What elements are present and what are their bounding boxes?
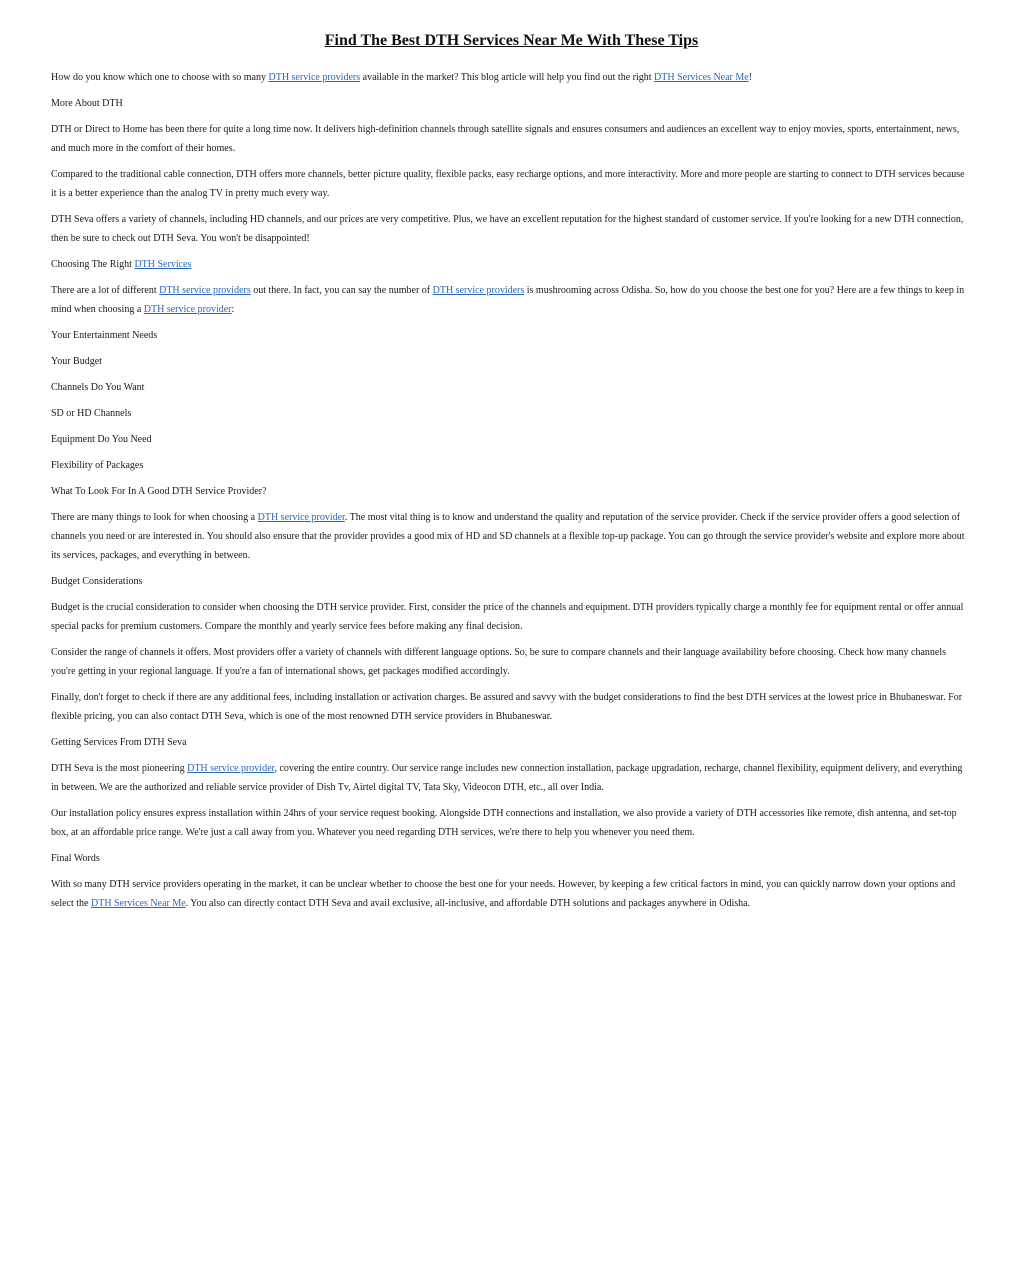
choosing-text: Choosing The Right bbox=[51, 259, 135, 270]
many-things-text-2: . The most vital thing is to know and understand the quality and reputation of the service provider. Check if the service provider offers a good selection of channels you need or are interested in. You should also ensure that the provider provides a good mix of HD and SD channels at a flexible top-up package. You can go through the service provider's website and explore more about its services, packages, and everything in between. bbox=[51, 512, 965, 561]
pioneering-text-2: , covering the entire country. Our service range includes new connection installation, package upgradation, recharge, channel flexibility, equipment delivery, and everything in between. We are the authorized and reliable service provider of Dish Tv, Airtel digital TV, Tata Sky, Videocon DTH, etc., all over India. bbox=[51, 763, 963, 793]
heading-choosing-the-right bbox=[51, 255, 971, 274]
dth-service-provider-link[interactable]: DTH service provider bbox=[143, 304, 232, 315]
dth-services-near-me-link[interactable]: DTH Services Near Me bbox=[654, 72, 749, 83]
list-item-equipment: Equipment Do You Need bbox=[51, 434, 152, 445]
dth-service-provider-link[interactable]: DTH service provider bbox=[257, 512, 345, 523]
lot-text-3: is mushrooming across Odisha. So, how do you choose the best one for you? Here are a few things to keep in mind when choosing a bbox=[51, 285, 965, 315]
heading-what-to-look-for: What To Look For In A Good DTH Service Provider? bbox=[51, 486, 267, 497]
final-text-2: . You also can directly contact DTH Seva and avail exclusive, all-inclusive, and affordable DTH solutions and packages anywhere in Odisha. bbox=[185, 898, 751, 909]
page-title: Find The Best DTH Services Near Me With These Tips bbox=[324, 32, 699, 49]
compared-paragraph: Compared to the traditional cable connection, DTH offers more channels, better picture quality, flexible packs, easy recharge options, and more interactivity. More and more people are starting to connect to DTH services because it is a better experience than the analog TV in pretty much every way. bbox=[51, 169, 965, 199]
lot-of-providers-paragraph bbox=[51, 281, 971, 319]
heading-final-words: Final Words bbox=[51, 853, 100, 864]
list-item-flexibility: Flexibility of Packages bbox=[51, 460, 144, 471]
dth-services-link[interactable]: DTH Services bbox=[134, 259, 192, 270]
heading-more-about-dth: More About DTH bbox=[51, 98, 123, 109]
list-item-entertainment-needs: Your Entertainment Needs bbox=[51, 330, 158, 341]
dth-intro-paragraph: DTH or Direct to Home has been there for quite a long time now. It delivers high-definition channels through satellite signals and ensures consumers and audiences an excellent way to enjoy movies, sports, entertainment, news, and much more in the comfort of their homes. bbox=[51, 124, 960, 154]
intro-text-1: How do you know which one to choose with so many bbox=[51, 72, 269, 83]
dth-services-near-me-link[interactable]: DTH Services Near Me bbox=[90, 898, 186, 909]
final-text-1: With so many DTH service providers operating in the market, it can be unclear whether to choose the best one for your needs. However, by keeping a few critical factors in mind, you can quickly narrow down your options and select the bbox=[51, 879, 956, 909]
budget-paragraph-3: Finally, don't forget to check if there are any additional fees, including installation or activation charges. Be assured and savvy with the budget considerations to find the best DTH services at the lowest price in Bhubaneswar. For flexible pricing, you can also contact DTH Seva, which is one of the most renowned DTH service providers in Bhubaneswar. bbox=[51, 692, 963, 722]
many-things-text-1: There are many things to look for when choosing a bbox=[51, 512, 258, 523]
budget-paragraph-1: Budget is the crucial consideration to consider when choosing the DTH service provider. First, consider the price of the channels and equipment. DTH providers typically charge a monthly fee for equipment rental or offer annual special packs for premium customers. Compare the monthly and yearly service fees before making any final decision. bbox=[51, 602, 964, 632]
lot-text-2: out there. In fact, you can say the number of bbox=[250, 285, 433, 296]
dth-service-provider-link[interactable]: DTH service provider bbox=[187, 763, 275, 774]
installation-paragraph: Our installation policy ensures express installation within 24hrs of your service request booking. Alongside DTH connections and installation, we also provide a variety of DTH accessories like remote, dish antenna, and set-top box, at an affordable price range. We're just a call away from you. Whatever you need regarding DTH services, we're there to help you whenever you need them. bbox=[51, 808, 957, 838]
heading-getting-services: Getting Services From DTH Seva bbox=[51, 737, 187, 748]
pioneering-paragraph bbox=[51, 759, 971, 797]
intro-text-2: available in the market? This blog article will help you find out the right bbox=[360, 72, 655, 83]
lot-text-1: There are a lot of different bbox=[51, 285, 160, 296]
pioneering-text-1: DTH Seva is the most pioneering bbox=[51, 763, 188, 774]
dth-service-providers-link[interactable]: DTH service providers bbox=[159, 285, 251, 296]
budget-paragraph-2: Consider the range of channels it offers. Most providers offer a variety of channels with different language options. So, be sure to compare channels and their language availability before choosing. Check how many channels you're getting in your regional language. If you're a fan of international shows, get packages modified accordingly. bbox=[51, 647, 947, 677]
list-item-sd-hd: SD or HD Channels bbox=[51, 408, 132, 419]
dth-seva-paragraph: DTH Seva offers a variety of channels, including HD channels, and our prices are very competitive. Plus, we have an excellent reputation for the highest standard of customer service. If you're looking for a new DTH connection, then be sure to check out DTH Seva. You won't be disappointed! bbox=[51, 214, 964, 244]
intro-paragraph bbox=[51, 68, 971, 87]
list-item-budget: Your Budget bbox=[51, 356, 102, 367]
intro-text-3: ! bbox=[748, 72, 753, 83]
lot-text-4: : bbox=[231, 304, 235, 315]
list-item-channels: Channels Do You Want bbox=[51, 382, 145, 393]
final-paragraph bbox=[51, 875, 971, 913]
heading-budget-considerations: Budget Considerations bbox=[51, 576, 143, 587]
dth-service-providers-link[interactable]: DTH service providers bbox=[268, 72, 361, 83]
many-things-paragraph bbox=[51, 508, 971, 565]
dth-service-providers-link[interactable]: DTH service providers bbox=[432, 285, 525, 296]
